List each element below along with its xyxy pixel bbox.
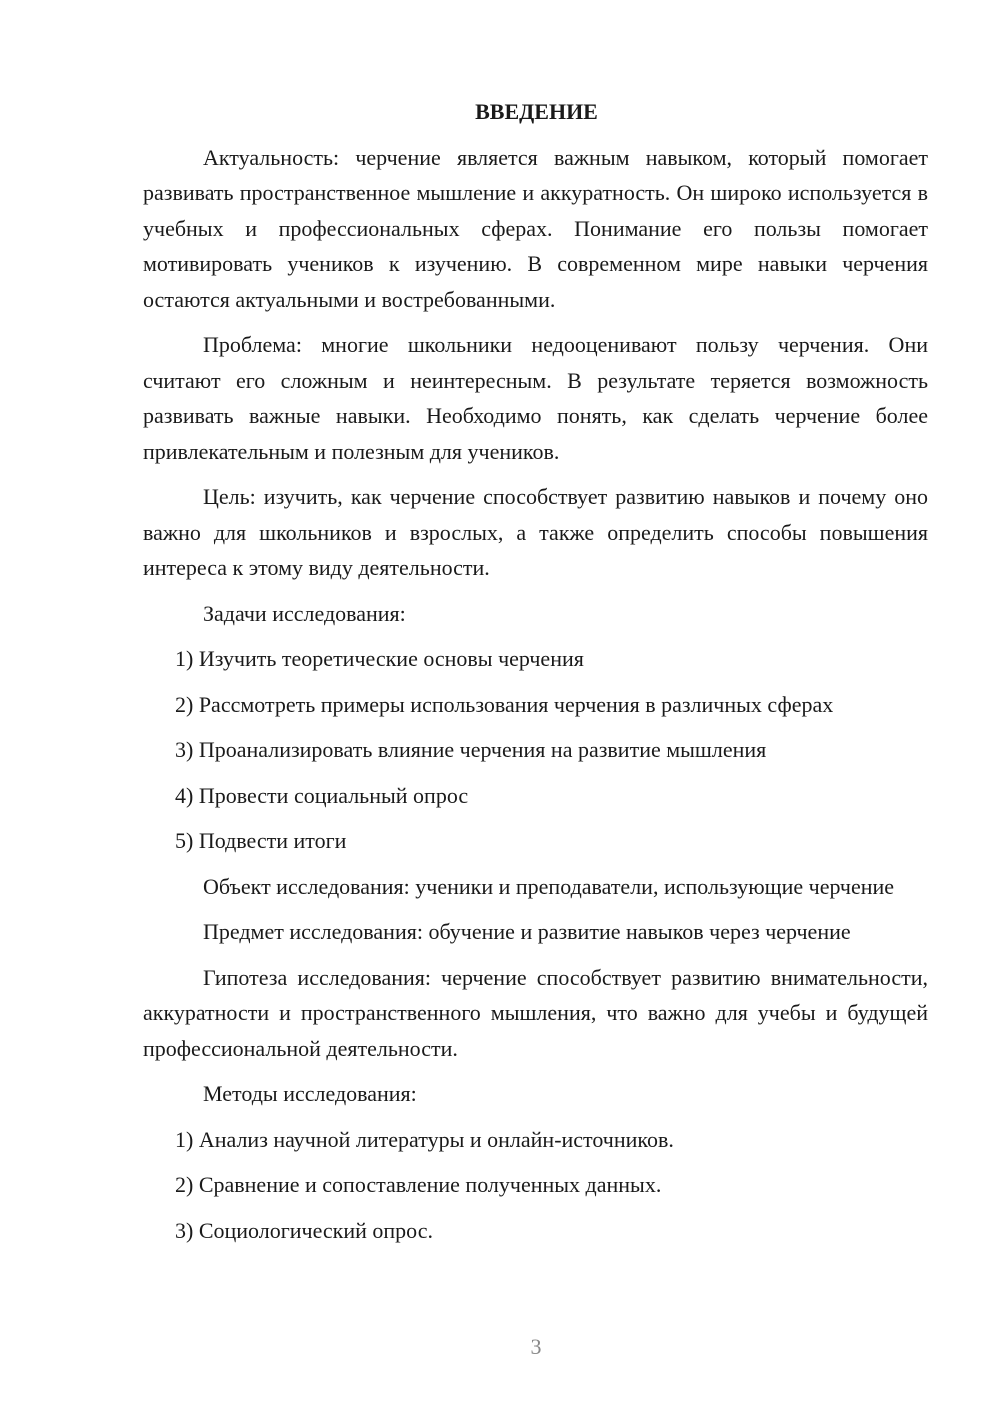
goal-paragraph: Цель: изучить, как черчение способствует развитию навыков и почему оно важно для школьников и взрослых, а также определить способы повышения интереса к этому виду деятельности. — [143, 484, 928, 580]
tasks-list — [143, 641, 928, 859]
relevance-paragraph: Актуальность: черчение является важным навыком, который помогает развивать пространственное мышление и аккуратность. Он широко используется в учебных и профессиональных сферах. Понимание его пользы помогает мотивировать учеников к изучению. В современном мире навыки черчения остаются актуальными и востребованными. — [143, 144, 928, 312]
list-item: 3) Социологический опрос. — [175, 1217, 433, 1243]
subject-paragraph: Предмет исследования: обучение и развитие навыков через черчение — [203, 919, 851, 944]
object-paragraph: Объект исследования: ученики и преподаватели, использующие черчение — [203, 873, 895, 899]
methods-heading: Методы исследования: — [203, 1081, 417, 1106]
problem-paragraph: Проблема: многие школьники недооценивают пользу черчения. Они считают его сложным и неинтересным. В результате теряется возможность развивать важные навыки. Необходимо понять, как сделать черчение более привлекательным и полезным для учеников. — [143, 332, 928, 464]
list-item: 2) Рассмотреть примеры использования черчения в различных сферах — [175, 691, 834, 717]
hypothesis-paragraph: Гипотеза исследования: черчение способствует развитию внимательности, аккуратности и пространственного мышления, что важно для учебы и будущей профессиональной деятельности. — [143, 964, 928, 1061]
methods-list — [143, 1122, 928, 1249]
list-item: 1) Анализ научной литературы и онлайн-источников. — [175, 1126, 674, 1152]
tasks-heading: Задачи исследования: — [203, 600, 406, 626]
list-item: 5) Подвести итоги — [175, 828, 347, 853]
section-title: ВВЕДЕНИЕ — [475, 99, 598, 124]
list-item: 3) Проанализировать влияние черчения на развитие мышления — [175, 737, 767, 762]
page-number: 3 — [530, 1334, 542, 1359]
list-item: 2) Сравнение и сопоставление полученных данных. — [175, 1172, 662, 1197]
list-item: 4) Провести социальный опрос — [175, 782, 469, 808]
document-page — [143, 94, 928, 1258]
list-item: 1) Изучить теоретические основы черчения — [175, 646, 584, 671]
